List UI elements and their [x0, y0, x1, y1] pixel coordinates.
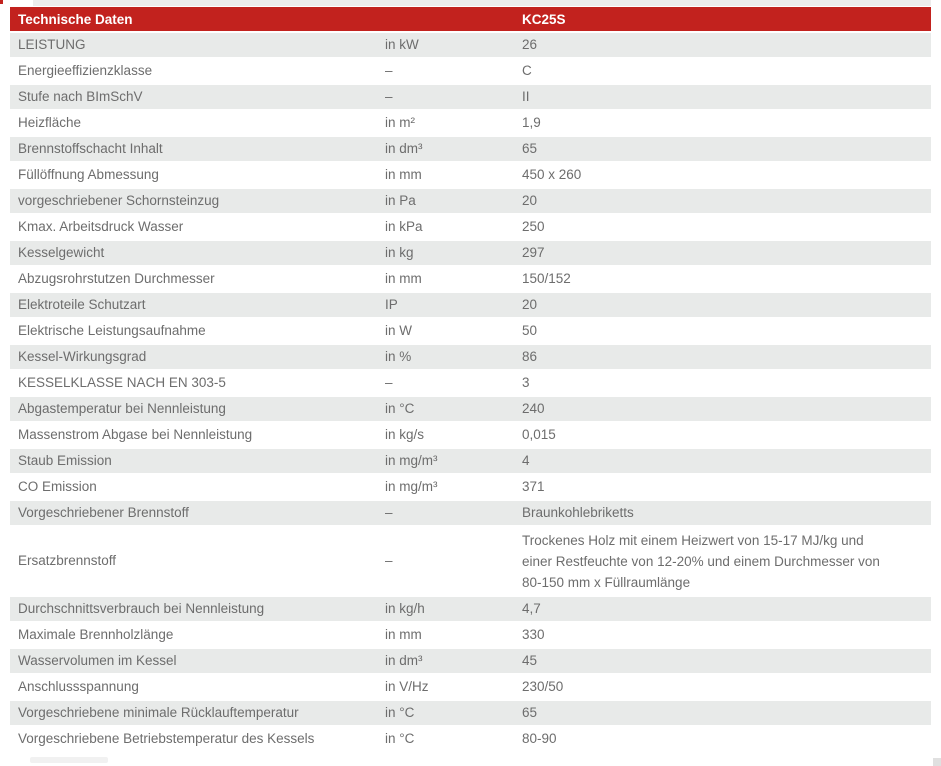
table-row	[10, 597, 931, 623]
table-header-row	[10, 7, 931, 33]
table-row	[10, 371, 931, 397]
spec-value: Braunkohlebriketts	[522, 505, 634, 520]
table-row	[10, 111, 931, 137]
spec-label: Massenstrom Abgase bei Nennleistung	[18, 427, 253, 442]
spec-value: 450 x 260	[522, 167, 582, 182]
table-row	[10, 293, 931, 319]
spec-unit: in °C	[385, 705, 415, 720]
spec-label: LEISTUNG	[18, 37, 86, 52]
spec-unit: in dm³	[385, 653, 423, 668]
spec-unit: –	[385, 553, 393, 568]
spec-value: II	[522, 89, 530, 104]
table-row	[10, 267, 931, 293]
table-row	[10, 85, 931, 111]
spec-label: Stufe nach BImSchV	[18, 89, 143, 104]
spec-label: Vorgeschriebener Brennstoff	[18, 505, 189, 520]
spec-unit: –	[385, 63, 393, 78]
spec-value: 20	[522, 297, 538, 312]
spec-unit: in kg/h	[385, 601, 425, 616]
spec-value: 65	[522, 705, 538, 720]
model-column-header: KC25S	[522, 11, 566, 27]
spec-unit: IP	[385, 297, 398, 312]
table-body	[10, 33, 931, 753]
spec-unit: in mm	[385, 627, 422, 642]
table-row	[10, 501, 931, 527]
table-row	[10, 59, 931, 85]
spec-label: Staub Emission	[18, 453, 112, 468]
spec-label: Ersatzbrennstoff	[18, 553, 117, 568]
spec-value: 330	[522, 627, 545, 642]
spec-value: 240	[522, 401, 545, 416]
spec-value: 45	[522, 653, 538, 668]
spec-unit: in mm	[385, 167, 422, 182]
spec-unit: in kW	[385, 37, 419, 52]
spec-label: Kmax. Arbeitsdruck Wasser	[18, 219, 184, 234]
table-row	[10, 319, 931, 345]
spec-value: 50	[522, 323, 538, 338]
spec-value: 0,015	[522, 427, 556, 442]
table-row	[10, 215, 931, 241]
spec-value: 86	[522, 349, 538, 364]
spec-unit: in V/Hz	[385, 679, 429, 694]
table-row	[10, 623, 931, 649]
spec-label: Abgastemperatur bei Nennleistung	[18, 401, 226, 416]
spec-unit: in mg/m³	[385, 479, 438, 494]
spec-value: 1,9	[522, 115, 541, 130]
spec-label: Energieeffizienzklasse	[18, 63, 153, 78]
spec-unit: in m²	[385, 115, 415, 130]
spec-unit: in kg/s	[385, 427, 425, 442]
spec-value: 80-90	[522, 731, 557, 746]
table-row	[10, 189, 931, 215]
spec-unit: –	[385, 375, 393, 390]
spec-value: 65	[522, 141, 538, 156]
table-row	[10, 33, 931, 59]
spec-unit: –	[385, 89, 393, 104]
bottom-corner-artifact	[933, 758, 941, 766]
spec-label: vorgeschriebener Schornsteinzug	[18, 193, 220, 208]
spec-label: KESSELKLASSE NACH EN 303-5	[18, 375, 226, 390]
table-row	[10, 397, 931, 423]
table-row	[10, 475, 931, 501]
spec-unit: in mm	[385, 271, 422, 286]
spec-label: Füllöffnung Abmessung	[18, 167, 159, 182]
spec-label: Abzugsrohrstutzen Durchmesser	[18, 271, 215, 286]
table-row	[10, 241, 931, 267]
spec-label: Maximale Brennholzlänge	[18, 627, 174, 642]
bottom-edge-artifact	[30, 757, 108, 763]
spec-value: 230/50	[522, 679, 564, 694]
spec-label: Anschlussspannung	[18, 679, 139, 694]
spec-unit: in °C	[385, 401, 415, 416]
spec-unit: in %	[385, 349, 412, 364]
table-row	[10, 137, 931, 163]
spec-value: 371	[522, 479, 545, 494]
spec-unit: –	[385, 505, 393, 520]
spec-value: 26	[522, 37, 538, 52]
spec-unit: in °C	[385, 731, 415, 746]
spec-unit: in Pa	[385, 193, 416, 208]
spec-value: 3	[522, 375, 530, 390]
table-title: Technische Daten	[18, 11, 133, 27]
technical-data-table	[10, 7, 931, 753]
spec-value: 297	[522, 245, 545, 260]
spec-unit: in kg	[385, 245, 414, 260]
spec-label: Kesselgewicht	[18, 245, 105, 260]
spec-value: Trockenes Holz mit einem Heizwert von 15-17 MJ/kg und einer Restfeuchte von 12-20% und einem Durchmesser von 80-150 mm x Füllraumlänge	[522, 532, 880, 590]
spec-label: Elektrische Leistungsaufnahme	[18, 323, 206, 338]
spec-label: Vorgeschriebene Betriebstemperatur des Kessels	[18, 731, 315, 746]
spec-value: 4,7	[522, 601, 541, 616]
spec-label: Brennstoffschacht Inhalt	[18, 141, 163, 156]
spec-unit: in dm³	[385, 141, 423, 156]
spec-value: C	[522, 63, 532, 78]
table-row	[10, 423, 931, 449]
spec-value: 150/152	[522, 271, 571, 286]
spec-label: Elektroteile Schutzart	[18, 297, 146, 312]
spec-label: Wasservolumen im Kessel	[18, 653, 177, 668]
table-row	[10, 163, 931, 189]
spec-unit: in kPa	[385, 219, 423, 234]
spec-value: 20	[522, 193, 538, 208]
spec-label: Heizfläche	[18, 115, 82, 130]
table-row	[10, 345, 931, 371]
table-row	[10, 701, 931, 727]
table-row	[10, 649, 931, 675]
spec-label: Durchschnittsverbrauch bei Nennleistung	[18, 601, 265, 616]
spec-label: CO Emission	[18, 479, 97, 494]
spec-label: Vorgeschriebene minimale Rücklauftemperatur	[18, 705, 299, 720]
spec-value: 250	[522, 219, 545, 234]
top-edge-artifact	[33, 0, 931, 6]
spec-label: Kessel-Wirkungsgrad	[18, 349, 147, 364]
spec-value: 4	[522, 453, 530, 468]
spec-unit: in mg/m³	[385, 453, 438, 468]
spec-unit: in W	[385, 323, 412, 338]
table-row	[10, 727, 931, 753]
table-row	[10, 675, 931, 701]
top-left-red-artifact	[0, 0, 3, 4]
table-row	[10, 449, 931, 475]
table-row	[10, 527, 931, 597]
